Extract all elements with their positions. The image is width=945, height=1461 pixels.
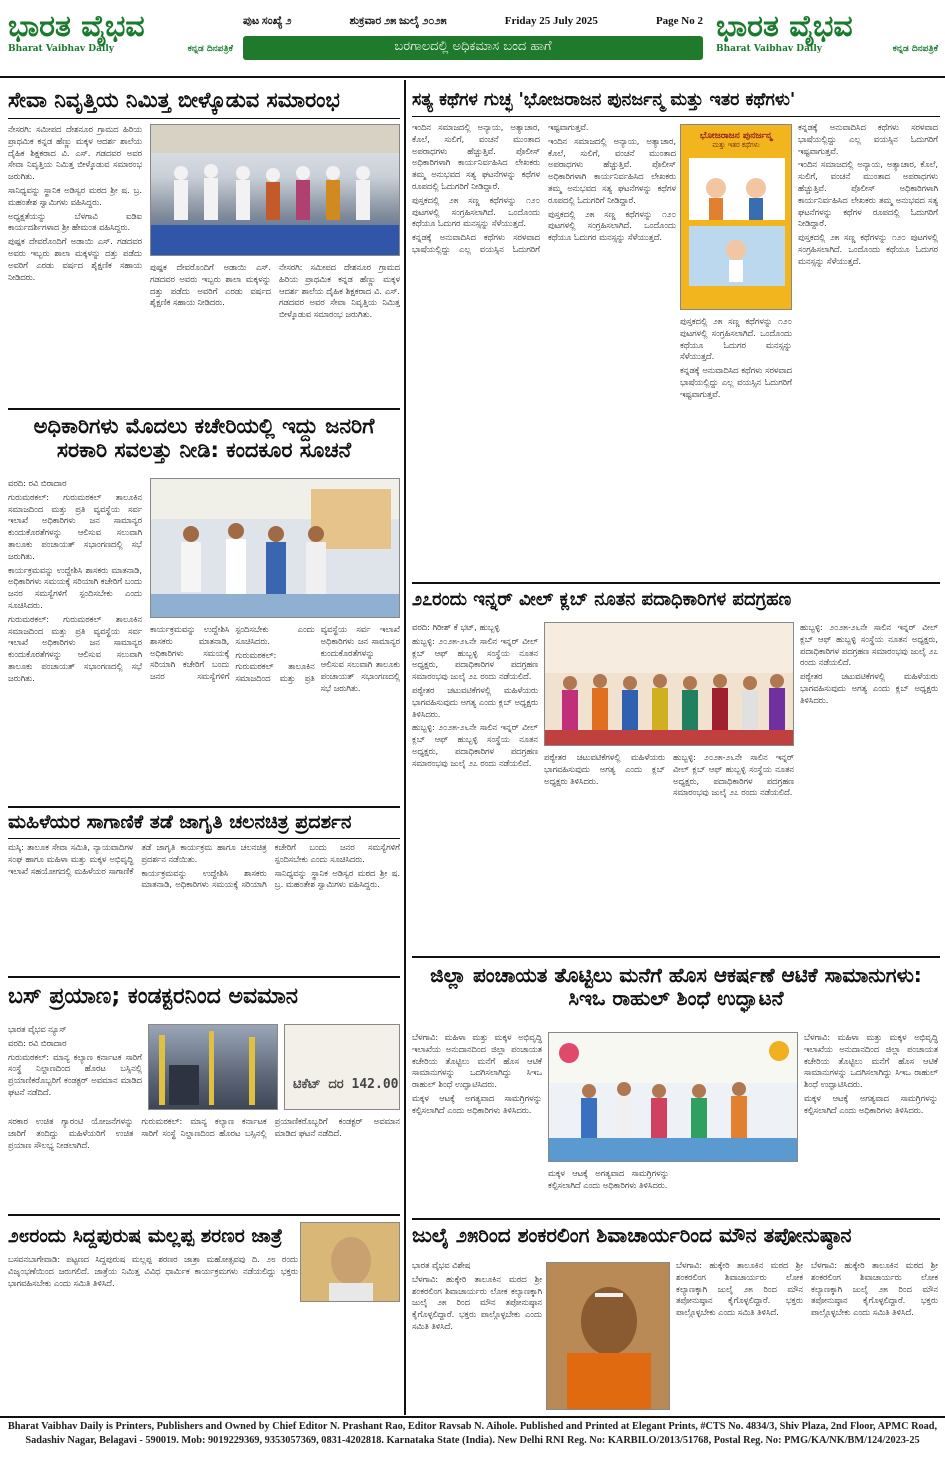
headline-rule bbox=[8, 118, 400, 119]
paragraph: ಗುರುಮಠಕಲ್: ಮಾನ್ಯ ಕಲ್ಯಾಣ ಕರ್ನಾಟಕ ಸಾರಿಗೆ ಸಂಸ್ಥೆ ನಿಲ್ದಾಣದಿಂದ ಹೊರಟ ಬಸ್ಸಿನಲ್ಲಿ ಪ್ರಯಾಣಿಕರೊಬ್ಬರಿಗೆ ಕಂಡಕ್ಟರ್ ಅವಮಾನ ಮಾಡಿದ ಘಟನೆ ನಡೆದಿದೆ. bbox=[8, 1051, 142, 1097]
paragraph: ಮಕ್ಕಳ ಆಟಕ್ಕೆ ಅಗತ್ಯವಾದ ಸಾಮಗ್ರಿಗಳನ್ನು ಕಲ್ಪಿಸಲಾಗಿದೆ ಎಂದು ಅಧಿಕಾರಿಗಳು ತಿಳಿಸಿದರು. bbox=[548, 1168, 669, 1190]
article-body-side bbox=[798, 122, 938, 580]
masthead-title: ಭಾರತ ವೈಭವ bbox=[716, 9, 853, 44]
masthead-title: ಭಾರತ ವೈಭವ bbox=[8, 9, 145, 44]
paragraph: ಪುಸ್ತಕದಲ್ಲಿ ೨೫ ಸಣ್ಣ ಕಥೆಗಳನ್ನು ೧೨೦ ಪುಟಗಳಲ್ಲಿ ಸಂಗ್ರಹಿಸಲಾಗಿದೆ. ಒಂದೊಂದು ಕಥೆಯೂ ಓದುಗರ ಮನಸ್ಸನ್ನು ಸೆಳೆಯುತ್ತದೆ. bbox=[680, 316, 792, 362]
article-headline: ಮಹಿಳೆಯರ ಸಾಗಾಣಿಕೆ ತಡೆ ಜಾಗೃತಿ ಚಲನಚಿತ್ರ ಪ್ರದರ್ಶನ bbox=[8, 811, 352, 833]
article-headline: ೨೮ರಂದು ಸಿದ್ದಪುರುಷ ಮಲ್ಲಪ್ಪ ಶರಣರ ಜಾತ್ರೆ bbox=[8, 1225, 283, 1247]
paragraph: ಕಾರ್ಯಕ್ರಮವನ್ನು ಉದ್ದೇಶಿಸಿ ಶಾಸಕರು ಮಾತನಾಡಿ, ಅಧಿಕಾರಿಗಳು ಸಮಯಕ್ಕೆ ಸರಿಯಾಗಿ ಕಚೇರಿಗೆ ಬಂದು ಜನರ ಸಮಸ್ಯೆಗಳಿಗೆ ಸ್ಪಂದಿಸಬೇಕು ಎಂದು ಸೂಚಿಸಿದರು. bbox=[141, 842, 400, 890]
book-cover-illustration bbox=[681, 150, 792, 300]
issue-date-en: Friday 25 July 2025 bbox=[504, 15, 598, 27]
paragraph: ಮಕ್ಕಳ ಆಟಕ್ಕೆ ಅಗತ್ಯವಾದ ಸಾಮಗ್ರಿಗಳನ್ನು ಕಲ್ಪಿಸಲಾಗಿದೆ ಎಂದು ಅಧಿಕಾರಿಗಳು ತಿಳಿಸಿದರು. bbox=[412, 1092, 542, 1115]
article-body-side bbox=[804, 1032, 938, 1216]
masthead-divider bbox=[0, 76, 945, 78]
paragraph: ಕನ್ನಡಕ್ಕೆ ಅನುವಾದಿಸಿದ ಕಥೆಗಳು ಸರಳವಾದ ಭಾಷೆಯಲ್ಲಿದ್ದು ಎಲ್ಲ ವಯಸ್ಸಿನ ಓದುಗರಿಗೆ ಇಷ್ಟವಾಗುತ್ತವೆ. bbox=[680, 365, 792, 399]
byline: ವರದಿ: ರವಿ ಬಿರಾದಾರ bbox=[8, 478, 67, 488]
paragraph: ಗುರುಮಠಕಲ್: ಗುರುಮಠಕಲ್ ತಾಲೂಕಿನ ಸಮಾಜದಿಂದ ಮತ್ತು ಪ್ರತಿ ವ್ಯವಸ್ಥೆಯ ಸರ್ವ ಇಲಾಖೆ ಅಧಿಕಾರಿಗಳು ಜನ ಸಾಮಾನ್ಯರ ಕುಂದುಕೊರತೆಗಳನ್ನು ಆಲಿಸುವ ಸಲುವಾಗಿ ತಾಲೂಕು ಪಂಚಾಯತ್ ಸಭಾಂಗಣದಲ್ಲಿ ಸಭೆ ಜರುಗಿತು. bbox=[235, 624, 400, 693]
article-body bbox=[412, 122, 676, 580]
paragraph: ಪಠ್ಯೇತರ ಚಟುವಟಿಕೆಗಳಲ್ಲಿ ಮಹಿಳೆಯರು ಭಾಗವಹಿಸುವುದು ಅಗತ್ಯ ಎಂದು ಕ್ಲಬ್ ಅಧ್ಯಕ್ಷರು ತಿಳಿಸಿದರು. bbox=[544, 752, 665, 786]
article-photo bbox=[544, 622, 794, 746]
article-divider bbox=[8, 408, 400, 410]
article-headline: ಜುಲೈ ೨೫ರಿಂದ ಶಂಕರಲಿಂಗ ಶಿವಾಚಾರ್ಯರಿಂದ ಮೌನ ತಪೋನುಷ್ಠಾನ bbox=[412, 1223, 852, 1247]
imprint-line-1: Bharat Vaibhav Daily is Printers, Publishers and Owned by Chief Editor N. Prashant Rao, Editor Ravsab N. Aihole. Published and Printed at Elegant Prints, #CTS No. 4834/3, Shiv Plaza, 2nd Floor, APMC Road, bbox=[7, 1421, 938, 1432]
paragraph: ಬೆಳಗಾವಿ: ಮಹಿಳಾ ಮತ್ತು ಮಕ್ಕಳ ಅಭಿವೃದ್ಧಿ ಇಲಾಖೆಯ ಅನುದಾನದಿಂದ ಜಿಲ್ಲಾ ಪಂಚಾಯತ ಕಚೇರಿಯ ತೊಟ್ಟಿಲು ಮನೆಗೆ ಹೊಸ ಆಟಿಕೆ ಸಾಮಾನುಗಳನ್ನು ಒದಗಿಸಲಾಗಿದ್ದು ಸಿಇಒ ರಾಹುಲ್ ಶಿಂಧೆ ಉದ್ಘಾಟಿಸಿದರು. bbox=[804, 1032, 938, 1090]
masthead-tagline: ಕನ್ನಡ ದಿನಪತ್ರಿಕೆ bbox=[892, 44, 938, 54]
article-headline: ಬಸ್ ಪ್ರಯಾಣ; ಕಂಡಕ್ಟರನಿಂದ ಅವಮಾನ bbox=[8, 984, 298, 1009]
swamiji-portrait bbox=[546, 1262, 670, 1410]
bus-interior-photo bbox=[148, 1024, 278, 1110]
article-body-continued bbox=[150, 262, 400, 406]
ticket-fare: ಟಿಕೆಟ್ ದರ 142.00 bbox=[293, 1077, 399, 1092]
paragraph: ಇಂದಿನ ಸಮಾಜದಲ್ಲಿ ಅನ್ಯಾಯ, ಅತ್ಯಾಚಾರ, ಕೊಲೆ, ಸುಲಿಗೆ, ವಂಚನೆ ಮುಂತಾದ ಅಪರಾಧಗಳು ಹೆಚ್ಚುತ್ತಿವೆ. ಪೊಲೀಸ್ ಅಧಿಕಾರಿಗಳಾಗಿ ಕಾರ್ಯನಿರ್ವಹಿಸಿದ ಲೇಖಕರು ತಮ್ಮ ಅನುಭವದ ಸತ್ಯ ಘಟನೆಗಳನ್ನು ಕಥೆಗಳ ರೂಪದಲ್ಲಿ ಓದುಗರಿಗೆ ನೀಡಿದ್ದಾರೆ. bbox=[412, 122, 540, 191]
article-body bbox=[8, 1254, 298, 1412]
article-headline: ಅಧಿಕಾರಿಗಳು ಮೊದಲು ಕಚೇರಿಯಲ್ಲಿ ಇದ್ದು ಜನರಿಗೆ ಸರಕಾರಿ ಸವಲತ್ತು ನೀಡಿ: ಕಂದಕೂರ ಸೂಚನೆ bbox=[33, 414, 375, 463]
paragraph: ಕನ್ನಡಕ್ಕೆ ಅನುವಾದಿಸಿದ ಕಥೆಗಳು ಸರಳವಾದ ಭಾಷೆಯಲ್ಲಿದ್ದು ಎಲ್ಲ ವಯಸ್ಸಿನ ಓದುಗರಿಗೆ ಇಷ್ಟವಾಗುತ್ತವೆ. bbox=[798, 122, 938, 156]
masthead-right bbox=[716, 10, 938, 70]
issue-date-kn: ಶುಕ್ರವಾರ ೨೫ ಜುಲೈ ೨೦೨೫ bbox=[349, 14, 447, 27]
paragraph: ಕನ್ನಡಕ್ಕೆ ಅನುವಾದಿಸಿದ ಕಥೆಗಳು ಸರಳವಾದ ಭಾಷೆಯಲ್ಲಿದ್ದು ಎಲ್ಲ ವಯಸ್ಸಿನ ಓದುಗರಿಗೆ ಇಷ್ಟವಾಗುತ್ತವೆ. bbox=[412, 122, 589, 254]
group-photo-illustration bbox=[151, 125, 400, 256]
bus-interior-illustration bbox=[149, 1025, 278, 1110]
column-divider bbox=[404, 80, 406, 1415]
swamiji-illustration bbox=[547, 1263, 670, 1410]
paragraph: ಪುಷ್ಪಕ ದೇವರೊಂದಿಗೆ ಅಡಾಯಿ ಎಸ್. ಗಡದವರ ಅವರು ಇಬ್ಬರು ಶಾಲಾ ಮಕ್ಕಳನ್ನು ದತ್ತು ಪಡೆದು ಅವರಿಗೆ ಎರಡು ವರ್ಷದ ಶೈಕ್ಷಣಿಕ ಸಹಾಯ ನೀಡಿದರು. bbox=[8, 236, 142, 282]
creche-children-illustration bbox=[549, 1033, 798, 1162]
paragraph: ಪಠ್ಯೇತರ ಚಟುವಟಿಕೆಗಳಲ್ಲಿ ಮಹಿಳೆಯರು ಭಾಗವಹಿಸುವುದು ಅಗತ್ಯ ಎಂದು ಕ್ಲಬ್ ಅಧ್ಯಕ್ಷರು ತಿಳಿಸಿದರು. bbox=[412, 684, 538, 719]
article-headline: ಸೇವಾ ನಿವೃತ್ತಿಯ ನಿಮಿತ್ತ ಬೀಳ್ಕೊಡುವ ಸಮಾರಂಭ bbox=[8, 88, 340, 112]
article-body-continued bbox=[150, 624, 400, 808]
article-body-continued bbox=[544, 752, 794, 952]
article-body-continued bbox=[8, 1116, 400, 1212]
article-photo bbox=[150, 478, 400, 618]
paragraph: ಗುರುಮಠಕಲ್: ಮಾನ್ಯ ಕಲ್ಯಾಣ ಕರ್ನಾಟಕ ಸಾರಿಗೆ ಸಂಸ್ಥೆ ನಿಲ್ದಾಣದಿಂದ ಹೊರಟ ಬಸ್ಸಿನಲ್ಲಿ ಪ್ರಯಾಣಿಕರೊಬ್ಬರಿಗೆ ಕಂಡಕ್ಟರ್ ಅವಮಾನ ಮಾಡಿದ ಘಟನೆ ನಡೆದಿದೆ. bbox=[141, 1116, 400, 1138]
paragraph: ಸಾನಿಧ್ಯವನ್ನು ಸ್ಥಾನಿಕ ಅಡಿಸ್ವರ ಮಠದ ಶ್ರೀ ಷ. ಬ್ರ. ಮಹಂತೇಶ ಸ್ವಾಮಿಗಳು ವಹಿಸಿದ್ದರು. bbox=[8, 184, 142, 207]
paragraph: ಗುರುಮಠಕಲ್: ಗುರುಮಠಕಲ್ ತಾಲೂಕಿನ ಸಮಾಜದಿಂದ ಮತ್ತು ಪ್ರತಿ ವ್ಯವಸ್ಥೆಯ ಸರ್ವ ಇಲಾಖೆ ಅಧಿಕಾರಿಗಳು ಜನ ಸಾಮಾನ್ಯರ ಕುಂದುಕೊರತೆಗಳನ್ನು ಆಲಿಸುವ ಸಲುವಾಗಿ ತಾಲೂಕು ಪಂಚಾಯತ್ ಸಭಾಂಗಣದಲ್ಲಿ ಸಭೆ ಜರುಗಿತು. bbox=[8, 491, 142, 561]
paragraph: ಬೆಳಗಾವಿ: ಮಹಿಳಾ ಮತ್ತು ಮಕ್ಕಳ ಅಭಿವೃದ್ಧಿ ಇಲಾಖೆಯ ಅನುದಾನದಿಂದ ಜಿಲ್ಲಾ ಪಂಚಾಯತ ಕಚೇರಿಯ ತೊಟ್ಟಿಲು ಮನೆಗೆ ಹೊಸ ಆಟಿಕೆ ಸಾಮಾನುಗಳನ್ನು ಒದಗಿಸಲಾಗಿದ್ದು ಸಿಇಒ ರಾಹುಲ್ ಶಿಂಧೆ ಉದ್ಘಾಟಿಸಿದರು. bbox=[412, 1032, 542, 1090]
article-divider bbox=[412, 582, 940, 584]
tagline-banner: ಬರಗಾಲದಲ್ಲಿ ಅಧಿಕಮಾಸ ಬಂದ ಹಾಗೆ bbox=[243, 36, 703, 60]
source-line: ಭಾರತ ವೈಭವ ವಿಶೇಷ bbox=[412, 1260, 471, 1270]
paragraph: ಬೆಳಗಾವಿ: ಹುಕ್ಕೇರಿ ತಾಲೂಕಿನ ಮಠದ ಶ್ರೀ ಶಂಕರಲಿಂಗ ಶಿವಾಚಾರ್ಯರು ಲೋಕ ಕಲ್ಯಾಣಕ್ಕಾಗಿ ಜುಲೈ ೨೫ ರಿಂದ ಮೌನ ತಪೋನುಷ್ಠಾನ ಕೈಗೊಳ್ಳಲಿದ್ದಾರೆ. ಭಕ್ತರು ಪಾಲ್ಗೊಳ್ಳಬೇಕು ಎಂದು ಸಮಿತಿ ತಿಳಿಸಿದೆ. bbox=[811, 1260, 938, 1318]
paragraph: ಅಧ್ಯಕ್ಷತೆಯನ್ನು ಬೆಳಗಾವಿ ಐಡಿಐ ಕಾರ್ಯದರ್ಶಿಗಳಾದ ಶ್ರೀ ಹೇಮಂತ ವಹಿಸಿದ್ದರು. bbox=[8, 210, 142, 233]
article-divider bbox=[8, 806, 400, 808]
footer-rule bbox=[0, 1416, 945, 1418]
paragraph: ಕಾರ್ಯಕ್ರಮವನ್ನು ಉದ್ದೇಶಿಸಿ ಶಾಸಕರು ಮಾತನಾಡಿ, ಅಧಿಕಾರಿಗಳು ಸಮಯಕ್ಕೆ ಸರಿಯಾಗಿ ಕಚೇರಿಗೆ ಬಂದು ಜನರ ಸಮಸ್ಯೆಗಳಿಗೆ ಸ್ಪಂದಿಸಬೇಕು ಎಂದು ಸೂಚಿಸಿದರು. bbox=[8, 564, 142, 610]
paragraph: ಹುಬ್ಬಳ್ಳಿ: ೨೦೨೫-೨೬ನೇ ಸಾಲಿನ ಇನ್ನರ್ ವೀಲ್ ಕ್ಲಬ್ ಆಫ್ ಹುಬ್ಬಳ್ಳಿ ಸಂಸ್ಥೆಯ ನೂತನ ಅಧ್ಯಕ್ಷರು, ಪದಾಧಿಕಾರಿಗಳ ಪದಗ್ರಹಣ ಸಮಾರಂಭವು ಜುಲೈ ೨೭ ರಂದು ನಡೆಯಲಿದೆ. bbox=[412, 635, 538, 682]
article-headline: ಸತ್ಯ ಕಥೆಗಳ ಗುಚ್ಛ 'ಭೋಜರಾಜನ ಪುನರ್ಜನ್ಮ ಮತ್ತು ಇತರ ಕಥೆಗಳು' bbox=[412, 90, 796, 110]
paragraph: ಗುರುಮಠಕಲ್: ಗುರುಮಠಕಲ್ ತಾಲೂಕಿನ ಸಮಾಜದಿಂದ ಮತ್ತು ಪ್ರತಿ ವ್ಯವಸ್ಥೆಯ ಸರ್ವ ಇಲಾಖೆ ಅಧಿಕಾರಿಗಳು ಜನ ಸಾಮಾನ್ಯರ ಕುಂದುಕೊರತೆಗಳನ್ನು ಆಲಿಸುವ ಸಲುವಾಗಿ ತಾಲೂಕು ಪಂಚಾಯತ್ ಸಭಾಂಗಣದಲ್ಲಿ ಸಭೆ ಜರುಗಿತು. bbox=[8, 613, 142, 683]
masthead-title-en: Bharat Vaibhav Daily bbox=[8, 44, 114, 54]
article-body-side bbox=[800, 622, 938, 952]
book-cover-title: ಭೋಜರಾಜನ ಪುನರ್ಜನ್ಮ bbox=[699, 131, 773, 141]
article-divider bbox=[8, 976, 400, 978]
paragraph: ಸಾನಿಧ್ಯವನ್ನು ಸ್ಥಾನಿಕ ಅಡಿಸ್ವರ ಮಠದ ಶ್ರೀ ಷ. ಬ್ರ. ಮಹಂತೇಶ ಸ್ವಾಮಿಗಳು ವಹಿಸಿದ್ದರು. bbox=[274, 867, 400, 890]
imprint-line-2: Sadashiv Nagar, Belagavi - 590019. Mob: 9019229369, 9353057369, 0831-4202818. Karnataka State (India). New Delhi RNI Reg. No: KARBILO/2013/51768, Postal Reg. No: PMG/KA/NK/BM/124/2023-25 bbox=[25, 1435, 920, 1446]
paragraph: ಬೆಳಗಾವಿ: ಹುಕ್ಕೇರಿ ತಾಲೂಕಿನ ಮಠದ ಶ್ರೀ ಶಂಕರಲಿಂಗ ಶಿವಾಚಾರ್ಯರು ಲೋಕ ಕಲ್ಯಾಣಕ್ಕಾಗಿ ಜುಲೈ ೨೫ ರಿಂದ ಮೌನ ತಪೋನುಷ್ಠಾನ ಕೈಗೊಳ್ಳಲಿದ್ದಾರೆ. ಭಕ್ತರು ಪಾಲ್ಗೊಳ್ಳಬೇಕು ಎಂದು ಸಮಿತಿ ತಿಳಿಸಿದೆ. bbox=[412, 1273, 542, 1331]
paragraph: ಮಸ್ಕಿ: ತಾಲೂಕ ಸೇವಾ ಸಮಿತಿ, ನ್ಯಾಯವಾದಿಗಳ ಸಂಘ ಹಾಗೂ ಮಹಿಳಾ ಮತ್ತು ಮಕ್ಕಳ ಅಭಿವೃದ್ಧಿ ಇಲಾಖೆ ಸಹಯೋಗದಲ್ಲಿ ಮಹಿಳೆಯರ ಸಾಗಾಣಿಕೆ ತಡೆ ಜಾಗೃತಿ ಕಾರ್ಯಕ್ರಮ ಹಾಗೂ ಚಲನಚಿತ್ರ ಪ್ರದರ್ಶನ ನಡೆಯಿತು. bbox=[8, 842, 267, 876]
headline-rule bbox=[412, 116, 940, 117]
article-divider bbox=[8, 1214, 400, 1216]
article-body-continued bbox=[680, 316, 792, 580]
paragraph: ಪುಸ್ತಕದಲ್ಲಿ ೨೫ ಸಣ್ಣ ಕಥೆಗಳನ್ನು ೧೨೦ ಪುಟಗಳಲ್ಲಿ ಸಂಗ್ರಹಿಸಲಾಗಿದೆ. ಒಂದೊಂದು ಕಥೆಯೂ ಓದುಗರ ಮನಸ್ಸನ್ನು ಸೆಳೆಯುತ್ತದೆ. bbox=[798, 232, 938, 266]
paragraph: ಹುಬ್ಬಳ್ಳಿ: ೨೦೨೫-೨೬ನೇ ಸಾಲಿನ ಇನ್ನರ್ ವೀಲ್ ಕ್ಲಬ್ ಆಫ್ ಹುಬ್ಬಳ್ಳಿ ಸಂಸ್ಥೆಯ ನೂತನ ಅಧ್ಯಕ್ಷರು, ಪದಾಧಿಕಾರಿಗಳ ಪದಗ್ರಹಣ ಸಮಾರಂಭವು ಜುಲೈ ೨೭ ರಂದು ನಡೆಯಲಿದೆ. bbox=[800, 622, 938, 668]
page-number: Page No 2 bbox=[655, 15, 703, 27]
article-body bbox=[8, 1024, 142, 1114]
article-body bbox=[412, 622, 538, 952]
felicitation-photo-illustration bbox=[151, 479, 400, 618]
paragraph: ಪುಷ್ಪಕ ದೇವರೊಂದಿಗೆ ಅಡಾಯಿ ಎಸ್. ಗಡದವರ ಅವರು ಇಬ್ಬರು ಶಾಲಾ ಮಕ್ಕಳನ್ನು ದತ್ತು ಪಡೆದು ಅವರಿಗೆ ಎರಡು ವರ್ಷದ ಶೈಕ್ಷಣಿಕ ಸಹಾಯ ನೀಡಿದರು. bbox=[150, 262, 271, 308]
byline: ವರದಿ: ರವಿ ಬಿರಾದಾರ bbox=[8, 1037, 67, 1048]
portrait-illustration bbox=[301, 1223, 400, 1302]
article-headline: ೨೭ರಂದು ಇನ್ನರ್ ವೀಲ್ ಕ್ಲಬ್ ನೂತನ ಪದಾಧಿಕಾರಿಗಳ ಪದಗ್ರಹಣ bbox=[412, 589, 792, 610]
paragraph: ಹುಬ್ಬಳ್ಳಿ: ೨೦೨೫-೨೬ನೇ ಸಾಲಿನ ಇನ್ನರ್ ವೀಲ್ ಕ್ಲಬ್ ಆಫ್ ಹುಬ್ಬಳ್ಳಿ ಸಂಸ್ಥೆಯ ನೂತನ ಅಧ್ಯಕ್ಷರು, ಪದಾಧಿಕಾರಿಗಳ ಪದಗ್ರಹಣ ಸಮಾರಂಭವು ಜುಲೈ ೨೭ ರಂದು ನಡೆಯಲಿದೆ. bbox=[412, 722, 538, 768]
masthead-tagline: ಕನ್ನಡ ದಿನಪತ್ರಿಕೆ bbox=[187, 44, 233, 54]
article-body bbox=[8, 124, 142, 406]
paragraph: ಪುಸ್ತಕದಲ್ಲಿ ೨೫ ಸಣ್ಣ ಕಥೆಗಳನ್ನು ೧೨೦ ಪುಟಗಳಲ್ಲಿ ಸಂಗ್ರಹಿಸಲಾಗಿದೆ. ಒಂದೊಂದು ಕಥೆಯೂ ಓದುಗರ ಮನಸ್ಸನ್ನು ಸೆಳೆಯುತ್ತದೆ. bbox=[412, 194, 540, 229]
issue-meta-bar bbox=[243, 12, 703, 30]
masthead-left bbox=[8, 10, 233, 70]
paragraph: ನೇಸರಗಿ: ಸಮೀಪದ ದೇಶನೂರ ಗ್ರಾಮದ ಹಿರಿಯ ಪ್ರಾಥಮಿಕ ಕನ್ನಡ ಹೆಣ್ಣು ಮಕ್ಕಳ ಆದರ್ಶ ಶಾಲೆಯ ದೈಹಿಕ ಶಿಕ್ಷಕರಾದ ವಿ. ಎಸ್. ಗಡದವರ ಅವರ ಸೇವಾ ನಿವೃತ್ತಿಯ ನಿಮಿತ್ತ ಬೀಳ್ಕೊಡುವ ಸಮಾರಂಭ ಜರುಗಿತು. bbox=[279, 262, 400, 320]
paragraph: ಹುಬ್ಬಳ್ಳಿ: ೨೦೨೫-೨೬ನೇ ಸಾಲಿನ ಇನ್ನರ್ ವೀಲ್ ಕ್ಲಬ್ ಆಫ್ ಹುಬ್ಬಳ್ಳಿ ಸಂಸ್ಥೆಯ ನೂತನ ಅಧ್ಯಕ್ಷರು, ಪದಾಧಿಕಾರಿಗಳ ಪದಗ್ರಹಣ ಸಮಾರಂಭವು ಜುಲೈ ೨೭ ರಂದು ನಡೆಯಲಿದೆ. bbox=[673, 752, 794, 798]
issue-number: ಪುಟ ಸಂಖ್ಯೆ ೨ bbox=[243, 14, 292, 27]
ticket-photo bbox=[284, 1024, 400, 1110]
article-body-continued bbox=[548, 1168, 798, 1216]
article-body bbox=[8, 478, 142, 808]
book-cover bbox=[680, 124, 792, 310]
article-headline: ಜಿಲ್ಲಾ ಪಂಚಾಯತ ತೊಟ್ಟಿಲು ಮನೆಗೆ ಹೊಸ ಆಕರ್ಷಣೆ ಆಟಿಕೆ ಸಾಮಾನುಗಳು: ಸಿಇಒ ರಾಹುಲ್ ಶಿಂಧೆ ಉದ್ಘಾಟನೆ bbox=[430, 963, 922, 1010]
imprint-footer bbox=[4, 1420, 941, 1456]
source-line: ಭಾರತ ವೈಭವ ನ್ಯೂಸ್ bbox=[8, 1024, 67, 1034]
paragraph: ಇಂದಿನ ಸಮಾಜದಲ್ಲಿ ಅನ್ಯಾಯ, ಅತ್ಯಾಚಾರ, ಕೊಲೆ, ಸುಲಿಗೆ, ವಂಚನೆ ಮುಂತಾದ ಅಪರಾಧಗಳು ಹೆಚ್ಚುತ್ತಿವೆ. ಪೊಲೀಸ್ ಅಧಿಕಾರಿಗಳಾಗಿ ಕಾರ್ಯನಿರ್ವಹಿಸಿದ ಲೇಖಕರು ತಮ್ಮ ಅನುಭವದ ಸತ್ಯ ಘಟನೆಗಳನ್ನು ಕಥೆಗಳ ರೂಪದಲ್ಲಿ ಓದುಗರಿಗೆ ನೀಡಿದ್ದಾರೆ. bbox=[548, 135, 676, 205]
paragraph: ಸರಕಾರ ಉಚಿತ ಗ್ಯಾರಂಟಿ ಯೋಜನೆಗಳನ್ನು ಜಾರಿಗೆ ತಂದಿದ್ದು ಮಹಿಳೆಯರಿಗೆ ಉಚಿತ ಪ್ರಯಾಣ ಸೌಲಭ್ಯ ನೀಡಲಾಗಿದೆ. bbox=[8, 1116, 134, 1150]
book-cover-subtitle: ಮತ್ತು ಇತರ ಕಥೆಗಳು bbox=[712, 141, 760, 149]
article-divider bbox=[412, 1218, 940, 1220]
paragraph: ಪುಸ್ತಕದಲ್ಲಿ ೨೫ ಸಣ್ಣ ಕಥೆಗಳನ್ನು ೧೨೦ ಪುಟಗಳಲ್ಲಿ ಸಂಗ್ರಹಿಸಲಾಗಿದೆ. ಒಂದೊಂದು ಕಥೆಯೂ ಓದುಗರ ಮನಸ್ಸನ್ನು ಸೆಳೆಯುತ್ತದೆ. bbox=[548, 208, 676, 243]
paragraph: ಮಕ್ಕಳ ಆಟಕ್ಕೆ ಅಗತ್ಯವಾದ ಸಾಮಗ್ರಿಗಳನ್ನು ಕಲ್ಪಿಸಲಾಗಿದೆ ಎಂದು ಅಧಿಕಾರಿಗಳು ತಿಳಿಸಿದರು. bbox=[804, 1092, 938, 1115]
paragraph: ಬೆಳಗಾವಿ: ಹುಕ್ಕೇರಿ ತಾಲೂಕಿನ ಮಠದ ಶ್ರೀ ಶಂಕರಲಿಂಗ ಶಿವಾಚಾರ್ಯರು ಲೋಕ ಕಲ್ಯಾಣಕ್ಕಾಗಿ ಜುಲೈ ೨೫ ರಿಂದ ಮೌನ ತಪೋನುಷ್ಠಾನ ಕೈಗೊಳ್ಳಲಿದ್ದಾರೆ. ಭಕ್ತರು ಪಾಲ್ಗೊಳ್ಳಬೇಕು ಎಂದು ಸಮಿತಿ ತಿಳಿಸಿದೆ. bbox=[676, 1260, 803, 1318]
article-body bbox=[412, 1260, 542, 1410]
article-body bbox=[8, 842, 400, 974]
club-members-illustration bbox=[545, 623, 794, 746]
article-body-continued bbox=[676, 1260, 938, 1410]
masthead bbox=[0, 0, 945, 80]
paragraph: ಇಂದಿನ ಸಮಾಜದಲ್ಲಿ ಅನ್ಯಾಯ, ಅತ್ಯಾಚಾರ, ಕೊಲೆ, ಸುಲಿಗೆ, ವಂಚನೆ ಮುಂತಾದ ಅಪರಾಧಗಳು ಹೆಚ್ಚುತ್ತಿವೆ. ಪೊಲೀಸ್ ಅಧಿಕಾರಿಗಳಾಗಿ ಕಾರ್ಯನಿರ್ವಹಿಸಿದ ಲೇಖಕರು ತಮ್ಮ ಅನುಭವದ ಸತ್ಯ ಘಟನೆಗಳನ್ನು ಕಥೆಗಳ ರೂಪದಲ್ಲಿ ಓದುಗರಿಗೆ ನೀಡಿದ್ದಾರೆ. bbox=[798, 159, 938, 229]
article-photo bbox=[548, 1032, 798, 1162]
article-divider bbox=[412, 956, 940, 958]
paragraph: ನೇಸರಗಿ: ಸಮೀಪದ ದೇಶನೂರ ಗ್ರಾಮದ ಹಿರಿಯ ಪ್ರಾಥಮಿಕ ಕನ್ನಡ ಹೆಣ್ಣು ಮಕ್ಕಳ ಆದರ್ಶ ಶಾಲೆಯ ದೈಹಿಕ ಶಿಕ್ಷಕರಾದ ವಿ. ಎಸ್. ಗಡದವರ ಅವರ ಸೇವಾ ನಿವೃತ್ತಿಯ ನಿಮಿತ್ತ ಬೀಳ್ಕೊಡುವ ಸಮಾರಂಭ ಜರುಗಿತು. bbox=[8, 124, 142, 182]
saint-portrait bbox=[300, 1222, 400, 1302]
byline: ವರದಿ: ಗಿರೀಶ್ ಕೆ ಭಟ್, ಹುಬ್ಬಳ್ಳಿ bbox=[412, 622, 500, 632]
paragraph: ಪಠ್ಯೇತರ ಚಟುವಟಿಕೆಗಳಲ್ಲಿ ಮಹಿಳೆಯರು ಭಾಗವಹಿಸುವುದು ಅಗತ್ಯ ಎಂದು ಕ್ಲಬ್ ಅಧ್ಯಕ್ಷರು ತಿಳಿಸಿದರು. bbox=[800, 671, 938, 705]
paragraph: ಬಸವನಬಾಗೇವಾಡಿ: ಪಟ್ಟಣದ ಸಿದ್ದಪುರುಷ ಮಲ್ಲಪ್ಪ ಶರಣರ ಜಾತ್ರಾ ಮಹೋತ್ಸವವು ದಿ. ೨೮ ರಂದು ವಿಜೃಂಭಣೆಯಿಂದ ಜರುಗಲಿದೆ. ಜಾತ್ರೆಯ ನಿಮಿತ್ತ ವಿವಿಧ ಧಾರ್ಮಿಕ ಕಾರ್ಯಕ್ರಮಗಳು ನಡೆಯಲಿದ್ದು ಭಕ್ತರು ಭಾಗವಹಿಸಬೇಕು ಎಂದು ಸಮಿತಿ ತಿಳಿಸಿದೆ. bbox=[8, 1254, 298, 1288]
masthead-title-en: Bharat Vaibhav Daily bbox=[716, 44, 822, 54]
article-body bbox=[412, 1032, 542, 1216]
headline-rule bbox=[8, 838, 400, 839]
article-photo bbox=[150, 124, 400, 256]
paragraph: ಕಾರ್ಯಕ್ರಮವನ್ನು ಉದ್ದೇಶಿಸಿ ಶಾಸಕರು ಮಾತನಾಡಿ, ಅಧಿಕಾರಿಗಳು ಸಮಯಕ್ಕೆ ಸರಿಯಾಗಿ ಕಚೇರಿಗೆ ಬಂದು ಜನರ ಸಮಸ್ಯೆಗಳಿಗೆ ಸ್ಪಂದಿಸಬೇಕು ಎಂದು ಸೂಚಿಸಿದರು. bbox=[150, 624, 315, 682]
